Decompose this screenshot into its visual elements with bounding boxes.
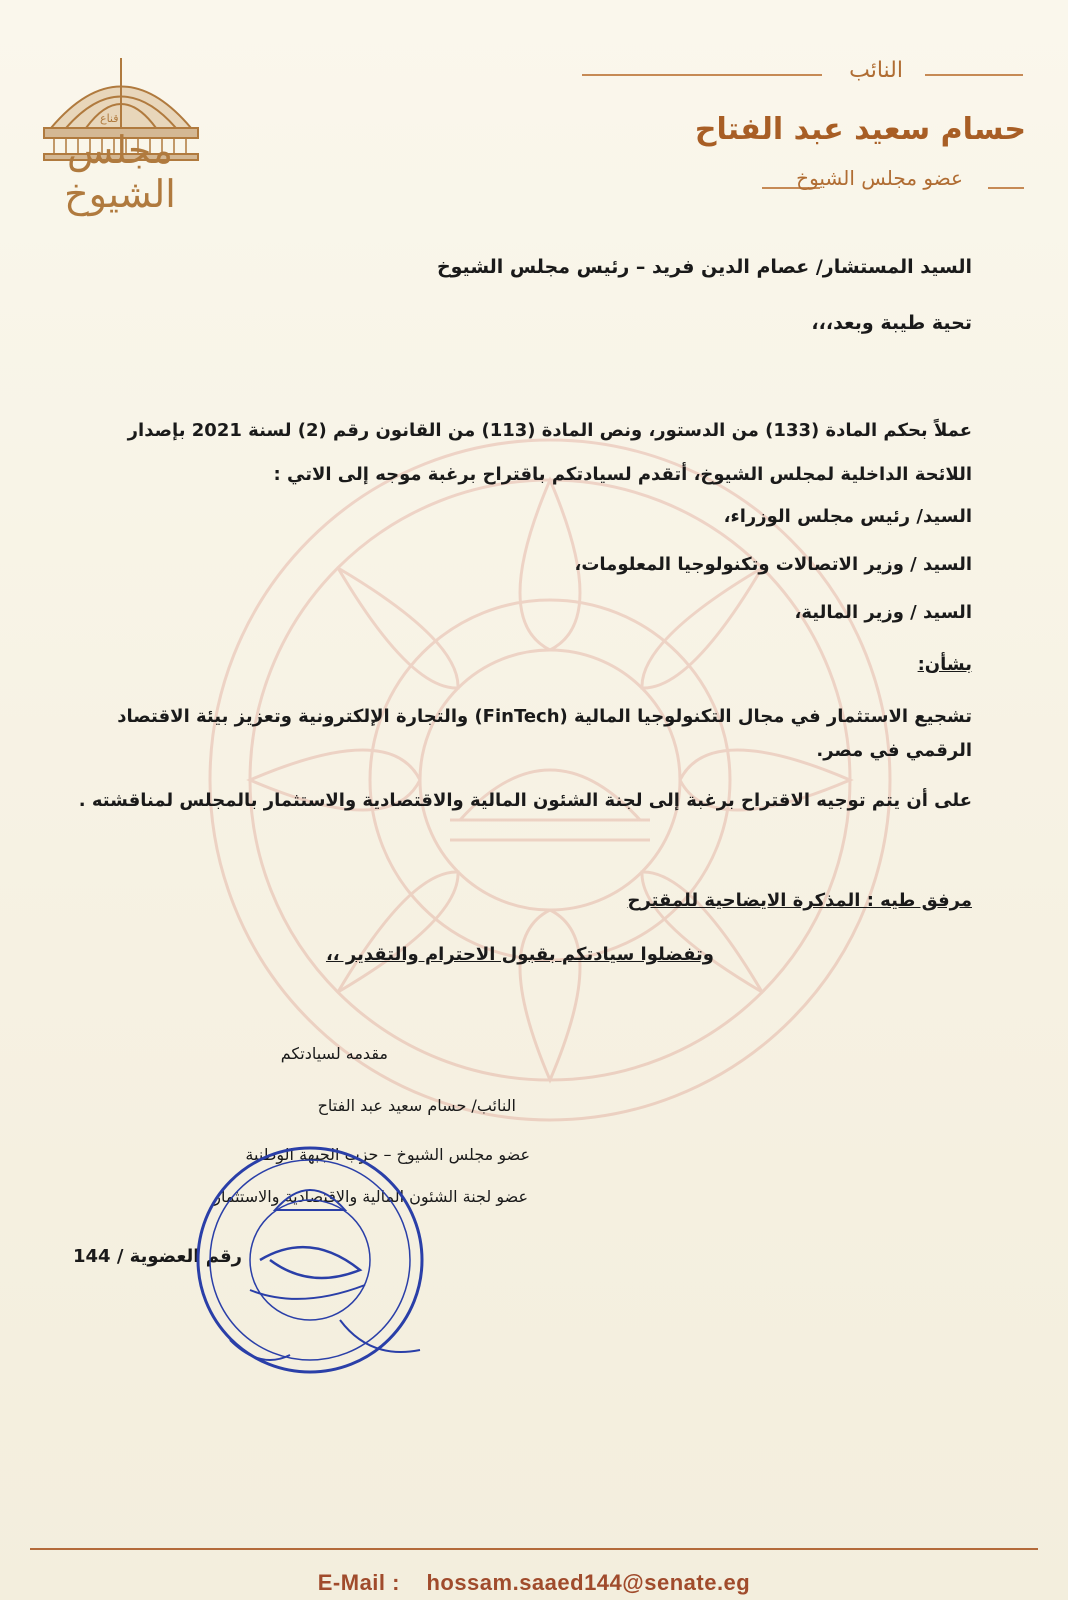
recipient-1: السيد/ رئيس مجلس الوزراء، (723, 506, 972, 527)
email-address[interactable]: hossam.saaed144@senate.eg (426, 1570, 751, 1595)
header-line-right (925, 74, 1023, 76)
attachment-note: مرفق طيه : المذكرة الايضاحية للمقترح (627, 890, 972, 911)
recipient-3: السيد / وزير المالية، (794, 602, 972, 623)
header-title: النائب (849, 58, 903, 83)
closing-text: وتفضلوا سيادتكم بقبول الاحترام والتقدير ،، (325, 944, 714, 965)
intro-line-2: اللائحة الداخلية لمجلس الشيوخ، أتقدم لسيادتكم باقتراح برغبة موجه إلى الاتي : (273, 464, 972, 485)
senate-watermark-emblem (190, 420, 910, 1140)
header-line-left (582, 74, 822, 76)
signer-committee: عضو لجنة الشئون المالية والاقتصادية والاستثمار (213, 1187, 528, 1206)
signer-name: النائب/ حسام سعيد عبد الفتاح (317, 1096, 516, 1115)
subject-line-2: الرقمي في مصر. (816, 740, 972, 761)
header-name: حسام سعيد عبد الفتاح (694, 112, 1026, 147)
subject-label: بشأن: (917, 654, 972, 675)
logo-small-text: قناع (100, 112, 119, 125)
signer-member: عضو مجلس الشيوخ – حزب الجبهة الوطنية (245, 1145, 530, 1164)
header-role: عضو مجلس الشيوخ (796, 166, 963, 190)
membership-number: رقم العضوية / 144 (72, 1246, 242, 1267)
official-stamp (190, 1140, 440, 1390)
footer-divider (30, 1548, 1038, 1550)
footer-email (0, 1570, 1068, 1596)
logo-caption: مجلس الشيوخ (64, 128, 176, 216)
intro-line-1: عملاً بحكم المادة (133) من الدستور، ونص المادة (113) من القانون رقم (2) لسنة 2021 بإصدار (127, 420, 972, 441)
addressee: السيد المستشار/ عصام الدين فريد – رئيس مجلس الشيوخ (436, 256, 972, 278)
greeting: تحية طيبة وبعد،،، (811, 312, 972, 334)
header-line-right-2 (988, 187, 1024, 189)
recipient-2: السيد / وزير الاتصالات وتكنولوجيا المعلومات، (574, 554, 972, 575)
referral-text: على أن يتم توجيه الاقتراح برغبة إلى لجنة الشئون المالية والاقتصادية والاستثمار بالمجلس لمناقشته . (78, 790, 972, 811)
subject-line-1: تشجيع الاستثمار في مجال التكنولوجيا المالية (FinTech) والتجارة الإلكترونية وتعزيز بيئة الاقتصاد (117, 706, 972, 727)
email-label: E-Mail : (317, 1570, 400, 1595)
presented-by: مقدمه لسيادتكم (280, 1044, 388, 1063)
